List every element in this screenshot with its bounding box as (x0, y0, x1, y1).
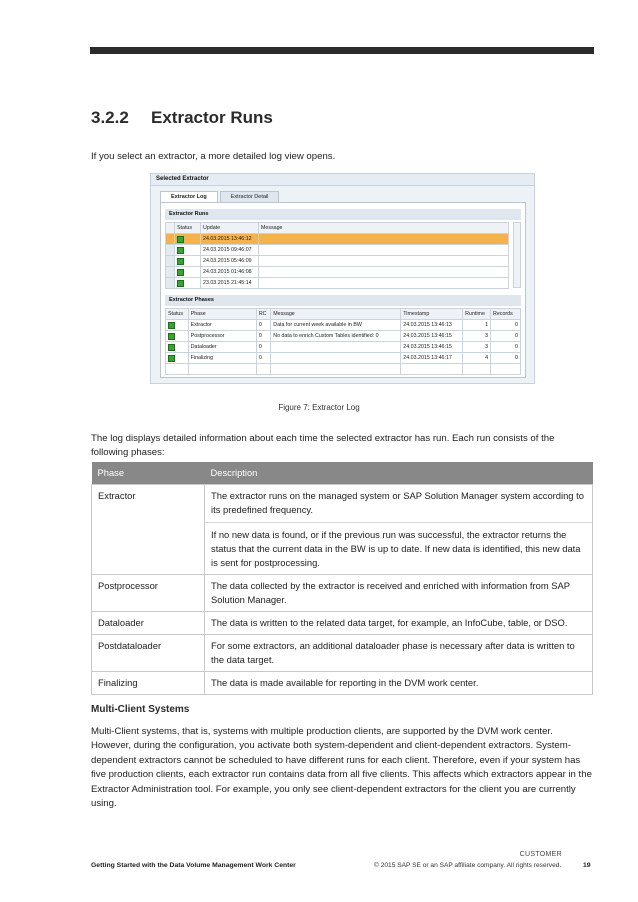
status-cell (175, 245, 201, 256)
row-selector[interactable] (166, 278, 175, 289)
top-rule (90, 47, 594, 54)
update-cell: 24.03.2015 01:46:08 (201, 267, 259, 278)
phase-cell: Postprocessor (188, 331, 256, 342)
description-text: If no new data is found, or if the previous run was successful, the extractor returns the status that the current data in the BW is up to date. If new data is identified, this new data is sent for postprocessing. (205, 522, 592, 570)
section-title: Extractor Runs (151, 108, 273, 127)
timestamp-cell: 24.03.2015 13:46:17 (401, 353, 463, 364)
col-phase: Phase (188, 309, 256, 320)
update-cell: 24.03.2015 09:46:07 (201, 245, 259, 256)
intro-paragraph: If you select an extractor, a more detailed log view opens. (91, 151, 336, 162)
status-cell (175, 234, 201, 245)
col-message: Message (259, 223, 509, 234)
row-selector[interactable] (166, 234, 175, 245)
extractor-log-screenshot (150, 173, 535, 384)
message-cell: Data for current week available in BW (271, 320, 401, 331)
phase-cell: Postprocessor (92, 575, 205, 612)
message-cell (271, 353, 401, 364)
rc-cell: 0 (256, 353, 270, 364)
phases-table (165, 308, 521, 375)
records-cell: 0 (491, 320, 521, 331)
col-timestamp: Timestamp (401, 309, 463, 320)
table-row (92, 485, 593, 575)
runtime-cell: 4 (463, 353, 491, 364)
status-cell (175, 256, 201, 267)
footer-doc-title: Getting Started with the Data Volume Management Work Center (91, 862, 296, 869)
phase-cell: Dataloader (92, 612, 205, 635)
rc-cell: 0 (256, 331, 270, 342)
records-cell: 0 (491, 342, 521, 353)
table-row (92, 635, 593, 672)
status-cell (166, 342, 189, 353)
col-status: Status (175, 223, 201, 234)
status-green-icon (177, 236, 184, 243)
col-update: Update (201, 223, 259, 234)
runtime-cell: 1 (463, 320, 491, 331)
phase-cell: Extractor (188, 320, 256, 331)
tab-content (160, 202, 526, 378)
description-cell: For some extractors, an additional dataloader phase is necessary after data is written to the data target. (205, 635, 593, 672)
message-cell (259, 278, 509, 289)
row-selector[interactable] (166, 245, 175, 256)
col-phase: Phase (92, 462, 205, 485)
page-number: 19 (583, 862, 591, 869)
message-cell (259, 256, 509, 267)
update-cell: 23.03.2015 21:45:14 (201, 278, 259, 289)
table-row[interactable] (166, 353, 521, 364)
table-row[interactable] (166, 245, 509, 256)
col-description: Description (205, 462, 593, 485)
tab-extractor-log[interactable]: Extractor Log (160, 191, 218, 203)
message-cell (259, 234, 509, 245)
message-cell (259, 267, 509, 278)
phase-cell: Postdataloader (92, 635, 205, 672)
status-green-icon (177, 258, 184, 265)
runtime-cell: 3 (463, 331, 491, 342)
footer-copyright: © 2015 SAP SE or an SAP affiliate company. All rights reserved. (374, 862, 562, 869)
multi-client-paragraph: Multi-Client systems, that is, systems with multiple production clients, are supported by the DVM work center. However, during the configuration, you activate both system-dependent and client-dependent extractors. System-dependent extractors cannot be scheduled to have different runs for each client. Therefore, even if your system has five production clients, each extractor run contains data from all five clients. This affects which extractors appear in the Extractor Administration tool. For example, you only see client-dependent extractors for the client you are currently using. (91, 726, 592, 810)
table-row[interactable] (166, 256, 509, 267)
description-text: The extractor runs on the managed system or SAP Solution Manager system according to its predefined frequency. (211, 490, 584, 515)
col-records: Records (491, 309, 521, 320)
status-cell (175, 278, 201, 289)
col-runtime: Runtime (463, 309, 491, 320)
status-green-icon (168, 344, 175, 351)
timestamp-cell: 24.03.2015 13:46:15 (401, 342, 463, 353)
status-green-icon (168, 355, 175, 362)
description-cell: The data collected by the extractor is received and enriched with information from SAP Solution Manager. (205, 575, 593, 612)
table-row[interactable] (166, 331, 521, 342)
phase-cell: Finalizing (92, 672, 205, 695)
table-row (92, 575, 593, 612)
records-cell: 0 (491, 353, 521, 364)
description-cell: The data is written to the related data target, for example, an InfoCube, table, or DSO. (205, 612, 593, 635)
status-green-icon (168, 322, 175, 329)
update-cell: 24.03.2015 05:46:09 (201, 256, 259, 267)
timestamp-cell: 24.03.2015 13:46:13 (401, 320, 463, 331)
message-cell: No data to enrich Custom Tables identified: 0 (271, 331, 401, 342)
status-cell (166, 320, 189, 331)
row-selector[interactable] (166, 267, 175, 278)
row-selector-header (166, 223, 175, 234)
rc-cell: 0 (256, 320, 270, 331)
timestamp-cell: 24.03.2015 13:46:15 (401, 331, 463, 342)
rc-cell: 0 (256, 342, 270, 353)
status-cell (166, 331, 189, 342)
phase-cell: Extractor (92, 485, 205, 575)
table-row (92, 672, 593, 695)
status-green-icon (177, 280, 184, 287)
tab-extractor-detail[interactable]: Extractor Detail (220, 191, 280, 203)
subheading: Multi-Client Systems (91, 704, 190, 715)
col-message: Message (271, 309, 401, 320)
phase-cell: Dataloader (188, 342, 256, 353)
footer-classification: CUSTOMER (519, 851, 562, 858)
status-cell (166, 353, 189, 364)
phases-description-table (91, 462, 593, 695)
description-cell (205, 485, 593, 575)
message-cell (271, 342, 401, 353)
phase-cell: Finalizing (188, 353, 256, 364)
section-heading (91, 108, 273, 128)
table-row (92, 612, 593, 635)
runs-scrollbar[interactable] (513, 222, 521, 288)
runtime-cell: 3 (463, 342, 491, 353)
col-rc: RC (256, 309, 270, 320)
update-cell: 24.03.2015 13:46:12 (201, 234, 259, 245)
runs-group-title: Extractor Runs (165, 209, 521, 220)
status-green-icon (168, 333, 175, 340)
panel-title: Selected Extractor (151, 174, 534, 186)
table-row[interactable] (166, 234, 509, 245)
table-row[interactable] (166, 278, 509, 289)
phases-group-title: Extractor Phases (165, 295, 521, 306)
records-cell: 0 (491, 331, 521, 342)
table-row-empty (166, 364, 521, 375)
table-row[interactable] (166, 342, 521, 353)
table-row[interactable] (166, 320, 521, 331)
status-cell (175, 267, 201, 278)
message-cell (259, 245, 509, 256)
status-green-icon (177, 269, 184, 276)
tab-bar (160, 191, 281, 202)
col-status: Status (166, 309, 189, 320)
status-green-icon (177, 247, 184, 254)
phases-intro-paragraph: The log displays detailed information about each time the selected extractor has run. Each run consists of the following phases: (91, 433, 555, 459)
description-cell: The data is made available for reporting in the DVM work center. (205, 672, 593, 695)
row-selector[interactable] (166, 256, 175, 267)
runs-table (165, 222, 509, 289)
table-row[interactable] (166, 267, 509, 278)
figure-caption: Figure 7: Extractor Log (278, 403, 360, 412)
section-number: 3.2.2 (91, 108, 129, 127)
